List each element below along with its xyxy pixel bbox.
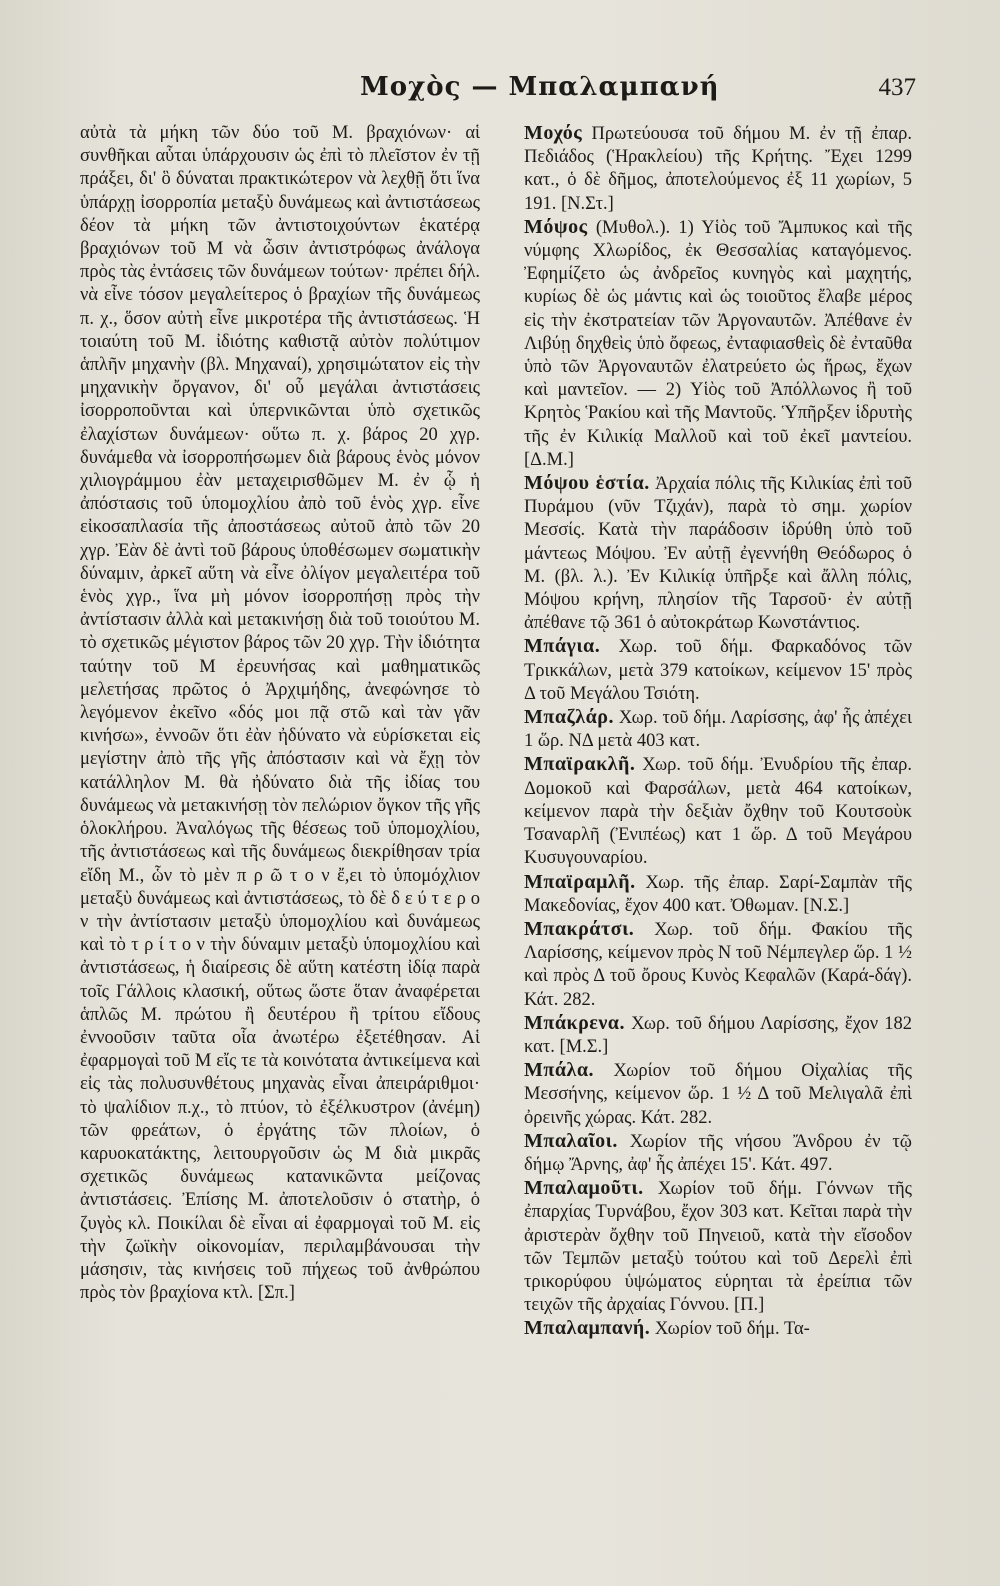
entry-headword: Μπαλαῖοι. — [524, 1129, 618, 1152]
entry-text: Ἀρχαία πόλις τῆς Κιλικίας ἐπὶ τοῦ Πυράμου (νῦν Τζιχάν), παρὰ τὸ σημ. χωρίον Μεσσίς. Κατὰ τὴν παράδοσιν ἱδρύθη ὑπὸ τοῦ μάντεως Μόψου. Ἐν αὐτῇ ἐγεννήθη Θεόδωρος ὁ Μ. (βλ. λ.). Ἐν Κιλικίᾳ ὑπῆρξε καὶ ἄλλη πόλις, Μόψου κρήνη, πλησίον τῆς Ταρσοῦ· ἐν αὐτῇ ἀπέθανε τῷ 361 ὁ αὐτοκράτωρ Κωνστάντιος. — [524, 474, 912, 634]
entry-headword: Μόψος — [524, 215, 588, 238]
entry-headword: Μπάλα. — [524, 1059, 594, 1082]
running-head: Μοχὸς — Μπαλαμπανή — [360, 72, 720, 102]
entry-headword: Μπαλαμπανή. — [524, 1317, 651, 1340]
entry-text: Χωρίον τοῦ δήμ. Τα- — [650, 1319, 810, 1340]
entry-mpakratsi — [524, 918, 912, 1012]
entry-headword: Μοχός — [524, 122, 583, 144]
entry-text: Χωρ. τῆς ἐπαρ. Σαρί-Σαμπὰν τῆς Μακεδονίας, ἔχον 400 κατ. Ὀθωμαν. [Ν.Σ.] — [524, 872, 912, 916]
continued-article-text: αὐτὰ τὰ μήκη τῶν δύο τοῦ Μ. βραχιόνων· αἱ συνθῆκαι αὗται ὑπάρχουσιν ὡς ἐπὶ τὸ πλεῖστον ἐν τῇ πράξει, δι' ὃ δύναται πρακτικώτερον νὰ λεχθῇ ὅτι ἵνα ὑπάρχῃ ἰσορροπία μεταξὺ δυνάμεως καὶ ἀντιστάσεως δέον τὰ μήκη τῶν ἀντιστοιχούντων ἑκατέρᾳ βραχιόνων τοῦ Μ νὰ ὦσιν ἀντιστρόφως ἀνάλογα πρὸς τὰς ἐντάσεις τῶν δυνάμεων τούτων· πρέπει δήλ. νὰ εἶνε τόσον μεγαλείτερος ὁ βραχίων τῆς δυνάμεως π. χ., ὅσον αὐτὴ εἶνε μικροτέρα τῆς ἀντιστάσεως. Ἡ τοιαύτη τοῦ Μ. ἰδιότης καθιστᾷ αὐτὸν πολύτιμον ἁπλῆν μηχανὴν (βλ. Μηχαναί), χρησιμώτατον εἰς τὴν μηχανικὴν ὄργανον, δι' οὗ μεγάλαι ἀντιστάσεις ἰσορροποῦνται καὶ ὑπερνικῶνται ὑπὸ σχετικῶς ἐλαχίστων δυνάμεων· οὕτω π. χ. βάρος 20 χγρ. δυνάμεθα νὰ ἰσορροπήσωμεν διὰ βάρους ἑνὸς μόνον χιλιογράμμου ἐὰν μεταχειρισθῶμεν Μ. ἐν ᾧ ἡ ἀπόστασις τοῦ ὑπομοχλίου ἀπὸ τοῦ ἑνὸς χγρ. εἶνε εἰκοσαπλασία τῆς ἀποστάσεως αὐτοῦ ἀπὸ τῶν 20 χγρ. Ἐὰν δὲ ἀντὶ τοῦ βάρους ὑποθέσωμεν σωματικὴν δύναμιν, ἀρκεῖ αὕτη νὰ εἶνε ὀλίγον μεγαλειτέρα τοῦ ἑνὸς χγρ., ἵνα μὴ μόνον ἰσορροπήσῃ πρὸς τὴν ἀντίστασιν ἀλλὰ καὶ μετακινήσῃ διὰ τοῦ τοιούτου Μ. τὸ σχετικῶς μέγιστον βάρος τῶν 20 χγρ. Τὴν ἰδιότητα ταύτην τοῦ Μ ἐρευνήσας καὶ μαθηματικῶς μελετήσας πρῶτος ὁ Ἀρχιμήδης, ἀνεφώνησε τὸ λεγόμενον ἐκεῖνο «δός μοι πᾷ στῶ καὶ τὰν γᾶν κινήσω», ἐννοῶν ὅτι ἐὰν ἠδύνατο νὰ εὑρίσκεται εἰς μεγίστην ἀπὸ τῆς γῆς ἀπόστασιν καὶ νὰ ἔχῃ τὸν κατάλληλον Μ. θὰ ἠδύνατο διὰ τῆς ἰδίας του δυνάμεως νὰ μετακινήσῃ τὸν πελώριον ὄγκον τῆς γῆς ὁλοκλήρου. Ἀναλόγως τῆς θέσεως τοῦ ὑπομοχλίου, τῆς ἀντιστάσεως καὶ τῆς δυνάμεως διεκρίθησαν τρία εἴδη Μ., ὧν τὸ μὲν π ρ ῶ τ ο ν ἔ,ει τὸ ὑπομόχλιον μεταξὺ δυνάμεως καὶ ἀντιστάσεως, τὸ δὲ δ ε ύ τ ε ρ ο ν τὴν ἀντίστασιν μεταξὺ ὑπομοχλίου καὶ δυνάμεως καὶ τὸ τ ρ ί τ ο ν τὴν δύναμιν μεταξὺ ὑπομοχλίου καὶ ἀντιστάσεως, ἡ διαίρεσις δὲ αὕτη κατέστη ἰδίᾳ παρὰ τοῖς Γάλλοις κλασική, οὕτως ὥστε ὅταν ἀναφέρεται ἁπλῶς Μ. πρώτου ἢ δευτέρου ἢ τρίτου εἴδους ἐννοοῦσιν ταῦτα οἷα ἀνωτέρω ἐξετέθησαν. Αἱ ἐφαρμογαὶ τοῦ Μ εἴς τε τὰ κοινότατα ἀντικείμενα καὶ εἰς τὰς πολυσυνθέτους μηχανὰς εἶναι ἀπειράριθμοι· τὸ ψαλίδιον π.χ., τὸ πτύον, τὸ ἐξέλκυστρον (ἀνέμη) τῶν φρεάτων, ὁ ἐργάτης τῶν πλοίων, ὁ καρυοκατάκτης, λειτουργοῦσιν ὡς Μ διὰ μικρᾶς σχετικῶς δυνάμεως κατανικῶντα μείζονας ἀντιστάσεις. Ἐπίσης Μ. ἀποτελοῦσιν ὁ στατὴρ, ὁ ζυγὸς κλ. Ποικίλαι δὲ εἶναι αἱ ἐφαρμογαὶ τοῦ Μ. εἰς τὴν ζωϊκὴν οἰκονομίαν, περιλαμβάνουσαι τὴν μάσησιν, τὰς κινήσεις τοῦ πήχεως τοῦ ἀνθρώπου πρὸς τὸν βραχίονα κτλ. [Σπ.] — [80, 123, 480, 1304]
entry-text: Χωρ. τοῦ δήμου Λαρίσσης, ἔχον 182 κατ. [Μ.Σ.] — [524, 1013, 912, 1057]
entry-headword: Μπαϊρακλῆ. — [524, 753, 636, 776]
entry-headword: Μπάγια. — [524, 635, 601, 658]
entry-text: Χωρ. τοῦ δήμ. Φακίου τῆς Λαρίσσης, κείμενον πρὸς Ν τοῦ Νέμπεγλερ ὥρ. 1 ½ καὶ πρὸς Δ τοῦ ὄρους Κυνὸς Κεφαλῶν (Καρά-δάγ). Κάτ. 282. — [524, 919, 912, 1010]
entry-mopsou-hestia — [524, 472, 912, 635]
entry-mpairamli — [524, 871, 912, 918]
entry-headword: Μπαζλάρ. — [524, 706, 614, 729]
entry-headword: Μπάκρενα. — [524, 1011, 625, 1034]
page-number: 437 — [878, 74, 916, 101]
entry-text: Πρωτεύουσα τοῦ δήμου Μ. ἐν τῇ ἐπαρ. Πεδιάδος (Ἡρακλείου) τῆς Κρήτης. Ἔχει 1299 κατ., ὁ δὲ δῆμος, ἀποτελούμενος ἐξ 11 χωρίων, 5 191. [Ν.Στ.] — [524, 124, 912, 214]
entry-headword: Μπαϊραμλῆ. — [524, 870, 636, 893]
entry-mpakrena — [524, 1012, 912, 1059]
entry-mopsos — [524, 216, 912, 472]
entry-text: Χωρίον τοῦ δήμου Οἰχαλίας τῆς Μεσσήνης, κείμενον ὥρ. 1 ½ Δ τοῦ Μελιγαλᾶ ἐπὶ ὀρεινῆς χώρας. Κάτ. 282. — [524, 1061, 912, 1128]
entry-text: Χωρ. τοῦ δήμ. Λαρίσσης, ἀφ' ἧς ἀπέχει 1 ὥρ. ΝΔ μετὰ 403 κατ. — [524, 708, 912, 752]
right-column — [524, 122, 912, 1342]
entry-headword: Μόψου ἑστία. — [524, 472, 650, 495]
entry-headword: Μπακράτσι. — [524, 917, 635, 940]
entry-text: Χωρίον τοῦ δήμ. Γόννων τῆς ἐπαρχίας Τυρνάβου, ἔχον 303 κατ. Κεῖται παρὰ τὴν ἀριστερὰν ὄχθην τοῦ Πηνειοῦ, κατὰ τὴν εἴσοδον τῶν Τεμπῶν μεταξὺ τούτου καὶ τοῦ Δερελὶ ἐπὶ τρικορύφου ὑψώματος εὑρηται τὰ ἐρείπια τῶν τειχῶν τῆς ἀρχαίας Γόννου. [Π.] — [524, 1179, 912, 1316]
entry-mpagia — [524, 635, 912, 706]
entry-mpazlar — [524, 706, 912, 753]
entry-headword: Μπαλαμοῦτι. — [524, 1177, 644, 1200]
entry-text: Χωρ. τοῦ δήμ. Ἐνυδρίου τῆς ἐπαρ. Δομοκοῦ καὶ Φαρσάλων, μετὰ 464 κατοίκων, κείμενον παρὰ τὴν δεξιὰν ὄχθην τοῦ Κουτσοὺκ Τσαναρλῆ (Ἐνιπέως) κατ 1 ὥρ. Δ τοῦ Μεγάρου Κυσυγουναρίου. — [524, 755, 912, 869]
entry-text: (Μυθολ.). 1) Υἱὸς τοῦ Ἄμπυκος καὶ τῆς νύμφης Χλωρίδος, ἐκ Θεσσαλίας καταγόμενος. Ἐφημίζετο ὡς ἀνδρεῖος κυνηγὸς καὶ μαχητής, κυρίως δὲ ὡς μάντις καὶ ὡς τοιοῦτος ἔλαβε μέρος εἰς τὴν ἐκστρατείαν τῶν Ἀργοναυτῶν. Ἀπέθανε ἐν Λιβύῃ δηχθεὶς ὑπὸ ὄφεως, ἐνταφιασθεὶς δὲ ἐνταῦθα ὑπὸ τῶν Ἀργοναυτῶν ἐλατρεύετο ὡς ἥρως, ἔχων καὶ μαντεῖον. — 2) Υἱὸς τοῦ Ἀπόλλωνος ἢ τοῦ Κρητὸς Ῥακίου καὶ τῆς Μαντοῦς. Ὑπῆρξεν ἱδρυτὴς τῆς ἐν Κιλικίᾳ Μαλλοῦ καὶ τοῦ ἐκεῖ μαντείου. [Δ.Μ.] — [524, 217, 912, 470]
page-header — [0, 72, 1000, 112]
entry-text: Χωρ. τοῦ δήμ. Φαρκαδόνος τῶν Τρικκάλων, μετὰ 379 κατοίκων, κείμενον 15' πρὸς Δ τοῦ Μεγάλου Τσιότη. — [524, 637, 912, 704]
left-column — [80, 122, 480, 1305]
entry-text: Χωρίον τῆς νήσου Ἄνδρου ἐν τῷ δήμῳ Ἄρνης, ἀφ' ἧς ἀπέχει 15'. Κάτ. 497. — [524, 1131, 912, 1175]
entry-mochos — [524, 122, 912, 216]
entry-mpalaioi — [524, 1130, 912, 1177]
entry-mpala — [524, 1059, 912, 1130]
entry-mpalampani — [524, 1317, 912, 1341]
entry-mpalamouti — [524, 1177, 912, 1317]
entry-mpairakli — [524, 753, 912, 870]
